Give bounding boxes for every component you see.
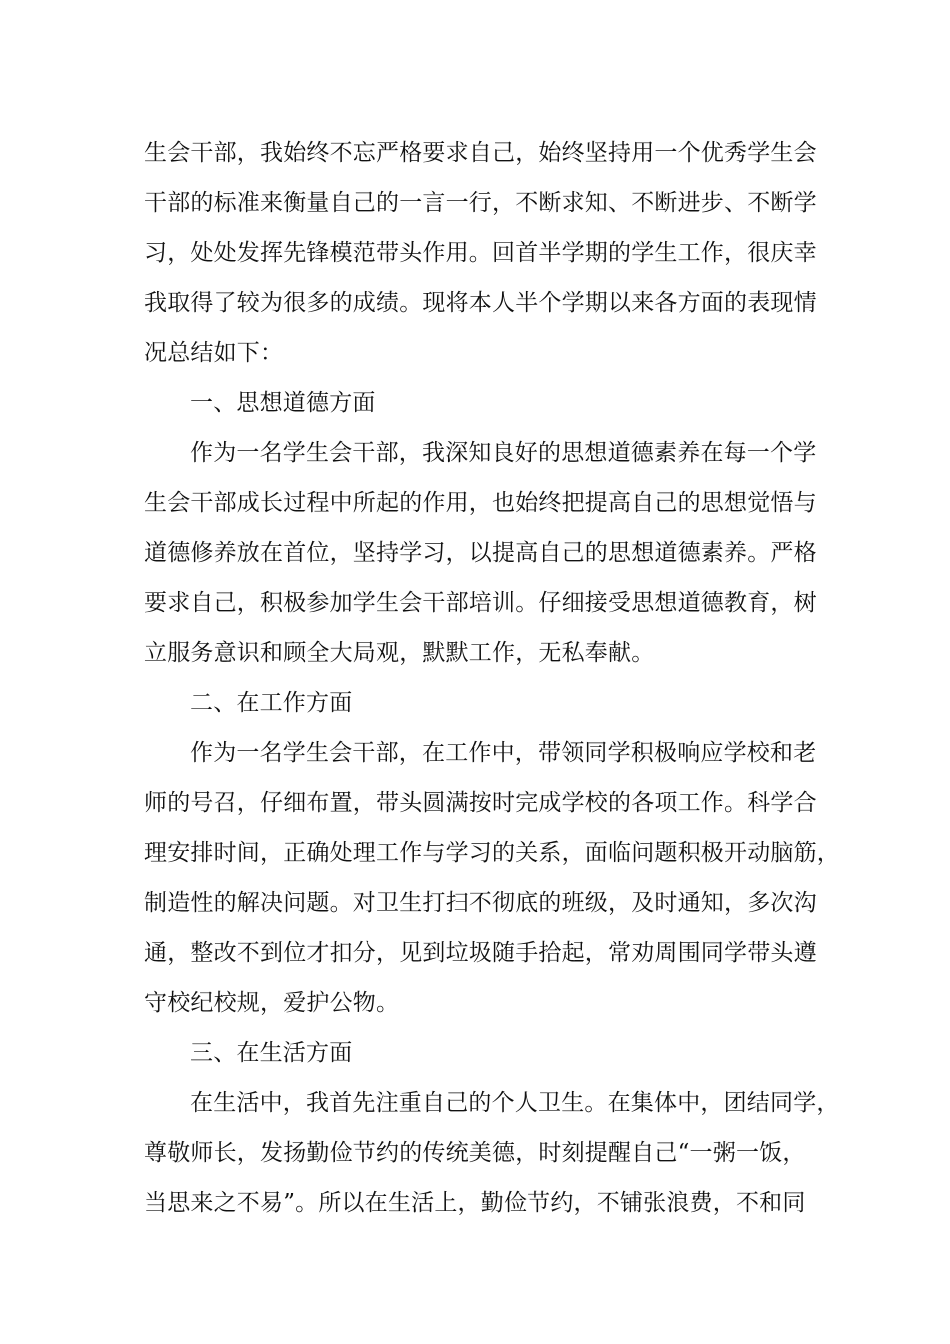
section-heading: 一、思想道德方面	[190, 390, 376, 416]
text-line: 况总结如下：	[144, 340, 284, 366]
text-line: 当思来之不易”。所以在生活上，勤俭节约，不铺张浪费，不和同	[144, 1190, 806, 1216]
text-line: 要求自己，积极参加学生会干部培训。仔细接受思想道德教育，树	[144, 590, 817, 616]
text-line: 生会干部，我始终不忘严格要求自己，始终坚持用一个优秀学生会	[144, 140, 817, 166]
text-line: 生会干部成长过程中所起的作用，也始终把提高自己的思想觉悟与	[144, 490, 817, 516]
text-line: 守校纪校规，爱护公物。	[144, 990, 400, 1016]
text-line: 道德修养放在首位，坚持学习，以提高自己的思想道德素养。严格	[144, 540, 817, 566]
text-line: 制造性的解决问题。对卫生打扫不彻底的班级，及时通知，多次沟	[144, 890, 817, 916]
text-line: 立服务意识和顾全大局观，默默工作，无私奉献。	[144, 640, 655, 666]
text-line: 通，整改不到位才扣分，见到垃圾随手拾起，常劝周围同学带头遵	[144, 940, 817, 966]
paragraph-first-line: 作为一名学生会干部，在工作中，带领同学积极响应学校和老	[190, 740, 817, 766]
document-body	[144, 128, 840, 1228]
section-heading: 三、在生活方面	[190, 1040, 353, 1066]
text-line: 习，处处发挥先锋模范带头作用。回首半学期的学生工作，很庆幸	[144, 240, 817, 266]
text-line: 师的号召，仔细布置，带头圆满按时完成学校的各项工作。科学合	[144, 790, 817, 816]
paragraph-first-line: 作为一名学生会干部，我深知良好的思想道德素养在每一个学	[190, 440, 817, 466]
text-line: 我取得了较为很多的成绩。现将本人半个学期以来各方面的表现情	[144, 290, 817, 316]
paragraph-first-line: 在生活中，我首先注重自己的个人卫生。在集体中，团结同学，	[190, 1090, 840, 1116]
section-heading: 二、在工作方面	[190, 690, 353, 716]
text-line: 理安排时间，正确处理工作与学习的关系，面临问题积极开动脑筋，	[144, 840, 840, 866]
text-line: 干部的标准来衡量自己的一言一行，不断求知、不断进步、不断学	[144, 190, 817, 216]
text-line: 尊敬师长，发扬勤俭节约的传统美德，时刻提醒自己“一粥一饭，	[144, 1140, 806, 1166]
